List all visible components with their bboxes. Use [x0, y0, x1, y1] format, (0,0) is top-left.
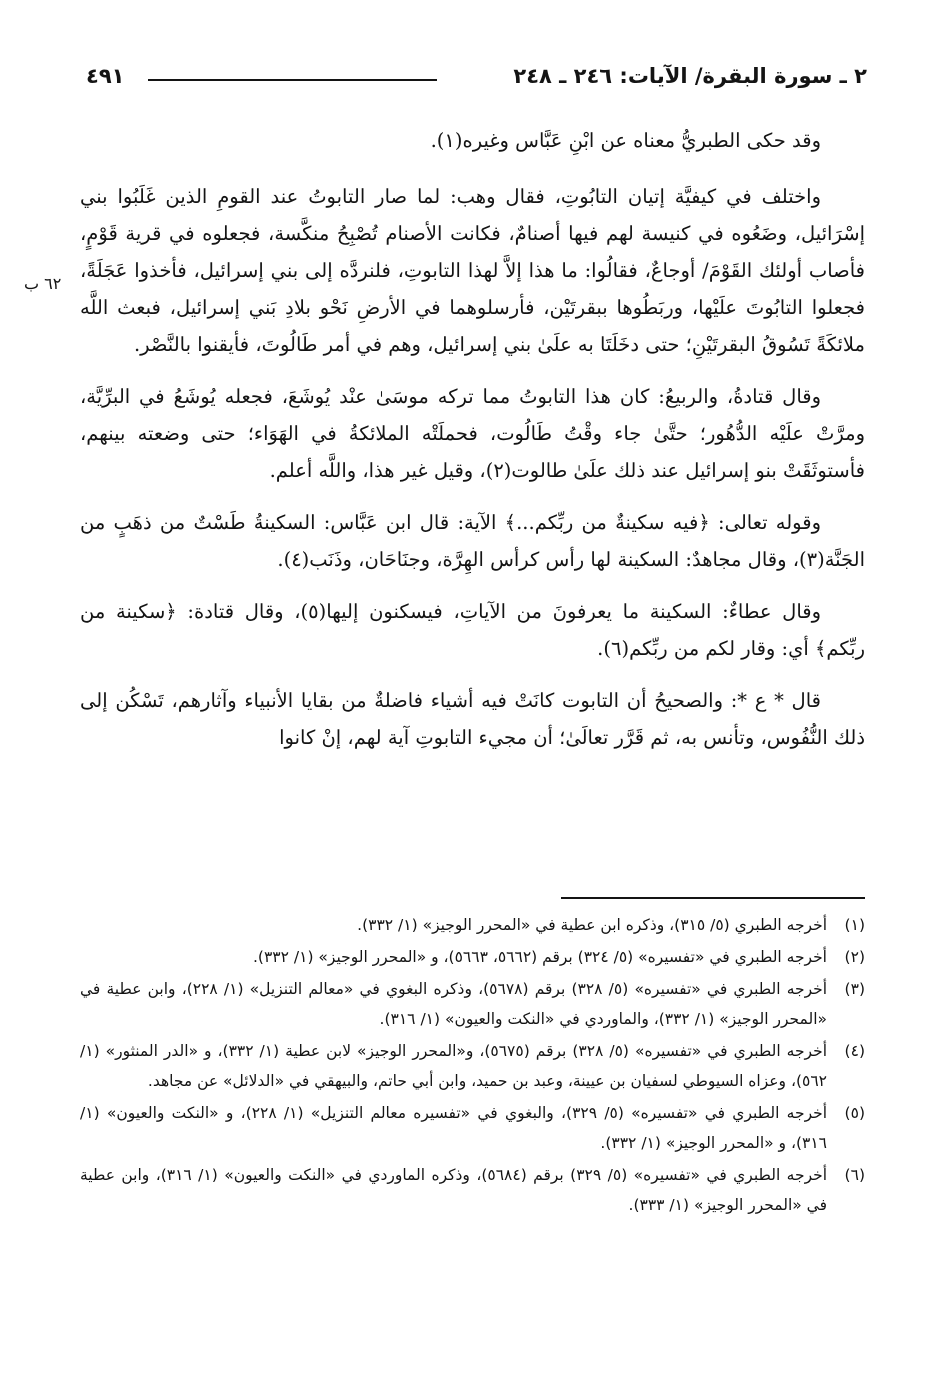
header-title: ٢ ـ سورة البقرة/ الآيات: ٢٤٦ ـ ٢٤٨	[513, 64, 867, 88]
main-text	[80, 122, 865, 771]
margin-folio-note: ٦٢ ب	[24, 274, 62, 293]
footnote-text: أخرجه الطبري (٥/ ٣١٥)، وذكره ابن عطية في «المحرر الوجيز» (١/ ٣٣٢).	[357, 916, 827, 934]
paragraph-1: وقد حكى الطبريُّ معناه عن ابْنِ عَبَّاس وغيره(١).	[430, 129, 821, 152]
paragraph-4: وقوله تعالى: ﴿فيه سكينةٌ من ربِّكم...﴾ الآية: قال ابن عَبَّاس: السكينةُ طَسْتٌ من ذهَبٍ من الجَنَّة(٣)، وقال مجاهدٌ: السكينة لها رأس كرأس الهِرَّة، وجنَاحَان، وذَنَب(٤).	[80, 511, 865, 571]
footnote-separator	[561, 897, 865, 899]
footnote-number: (٤)	[844, 1042, 865, 1060]
header-rule	[148, 79, 437, 81]
paragraph-6: قال * ع *: والصحيحُ أن التابوت كانَتْ فيه أشياء فاضلةٌ من بقايا الأنبياء وآثارهم، تَسْكُن إلى ذلك النُّفُوس، وتأنس به، ثم قَرَّر تعالَىٰ؛ أن مجيء التابوتِ آية لهم، إنْ كانوا	[80, 689, 865, 749]
footnote-text: أخرجه الطبري في «تفسيره» (٥/ ٣٢٨) برقم (٥٦٧٨)، وذكره البغوي في «معالم التنزيل» (١/ ٢٢٨)، وابن عطية في «المحرر الوجيز» (١/ ٣٣٢)، والماوردي في «النكت والعيون» (١/ ٣١٦).	[80, 980, 828, 1028]
page-number: ٤٩١	[86, 64, 125, 88]
footnote-number: (٢)	[844, 948, 865, 966]
footnote-text: أخرجه الطبري في «تفسيره» (٥/ ٣٢٨) برقم (٥٦٧٥)، و«المحرر الوجيز» لابن عطية (١/ ٣٣٢)، و «الدر المنثور» (١/ ٥٦٢)، وعزاه السيوطي لسفيان بن عيينة، وعبد بن حميد، وابن أبي حاتم، والبيهقي في «الدلائل» عن مجاهد.	[80, 1042, 827, 1090]
footnote-text: أخرجه الطبري في «تفسيره» (٥/ ٣٢٩) برقم (٥٦٨٤)، وذكره الماوردي في «النكت والعيون» (١/ ٣١٦)، وابن عطية في «المحرر الوجيز» (١/ ٣٣٣).	[80, 1166, 828, 1214]
footnote	[80, 1160, 865, 1220]
footnote	[80, 1098, 865, 1158]
running-header	[86, 62, 867, 96]
footnote	[80, 974, 865, 1034]
paragraph-2: واختلف في كيفيَّة إتيان التابُوتِ، فقال وهب: لما صار التابوتُ عند القومِ الذين غَلَبُوا بني إسْرَائيل، وضَعُوه في كنيسة لهم فيها أصنامٌ، فكانت الأصنام تُصْبِحُ منكَّسة، فجعلوه في قرية قَوْمٍ، فأصاب أولئك القَوْمَ/ أوجاعٌ، فقالُوا: ما هذا إلاَّ لهذا التابوتِ، فلنردَّه إلى بني إسرائيل، فأخذوا عَجَلَةً، فجعلوا التابُوتَ علَيْها، وربَطُوها ببقرتَيْن، فأرسلوهما في الأرضِ نَحْو بلادِ بَني إسرائيل، فبعث اللَّه ملائكَةً تَسُوقُ البقرتَيْنِ؛ حتى دخَلَتَا به علَىٰ بني إسرائيل، وهم في أمر طَالُوتَ، فأيقنوا بالنَّصْر.	[80, 185, 865, 356]
footnote-number: (٥)	[844, 1104, 865, 1122]
paragraph-3: وقال قتادةُ، والربيعُ: كان هذا التابوتُ مما تركه موسَىٰ عنْد يُوشَعَ، فجعله يُوشَعُ في البرِّيَّة، ومرَّتْ علَيْه الدُّهُور؛ حتَّىٰ جاء وقْتُ طَالُوت، فحملَتْه الملائكةُ في الهَوَاء؛ حتى وضعته بينهم، فأستوثَقَتْ بنو إسرائيل عند ذلك علَىٰ طالوت(٢)، وقيل غير هذا، واللَّه أعلم.	[80, 385, 865, 482]
footnote	[80, 910, 865, 940]
footnotes	[80, 910, 865, 1222]
footnote-number: (٣)	[844, 980, 865, 998]
footnote-text: أخرجه الطبري في «تفسيره» (٥/ ٣٢٤) برقم (٥٦٦٢، ٥٦٦٣)، و «المحرر الوجيز» (١/ ٣٣٢).	[253, 948, 827, 966]
footnote-number: (٦)	[844, 1166, 865, 1184]
footnote	[80, 942, 865, 972]
footnote	[80, 1036, 865, 1096]
paragraph-5: وقال عطاءٌ: السكينة ما يعرفونَ من الآياتِ، فيسكنون إليها(٥)، وقال قتادة: ﴿سكينة من ربِّكم﴾ أي: وقار لكم من ربِّكم(٦).	[80, 600, 865, 660]
footnote-text: أخرجه الطبري في «تفسيره» (٥/ ٣٢٩)، والبغوي في «تفسيره معالم التنزيل» (١/ ٢٢٨)، و «النكت والعيون» (١/ ٣١٦)، و «المحرر الوجيز» (١/ ٣٣٢).	[80, 1104, 828, 1152]
footnote-number: (١)	[844, 916, 865, 934]
